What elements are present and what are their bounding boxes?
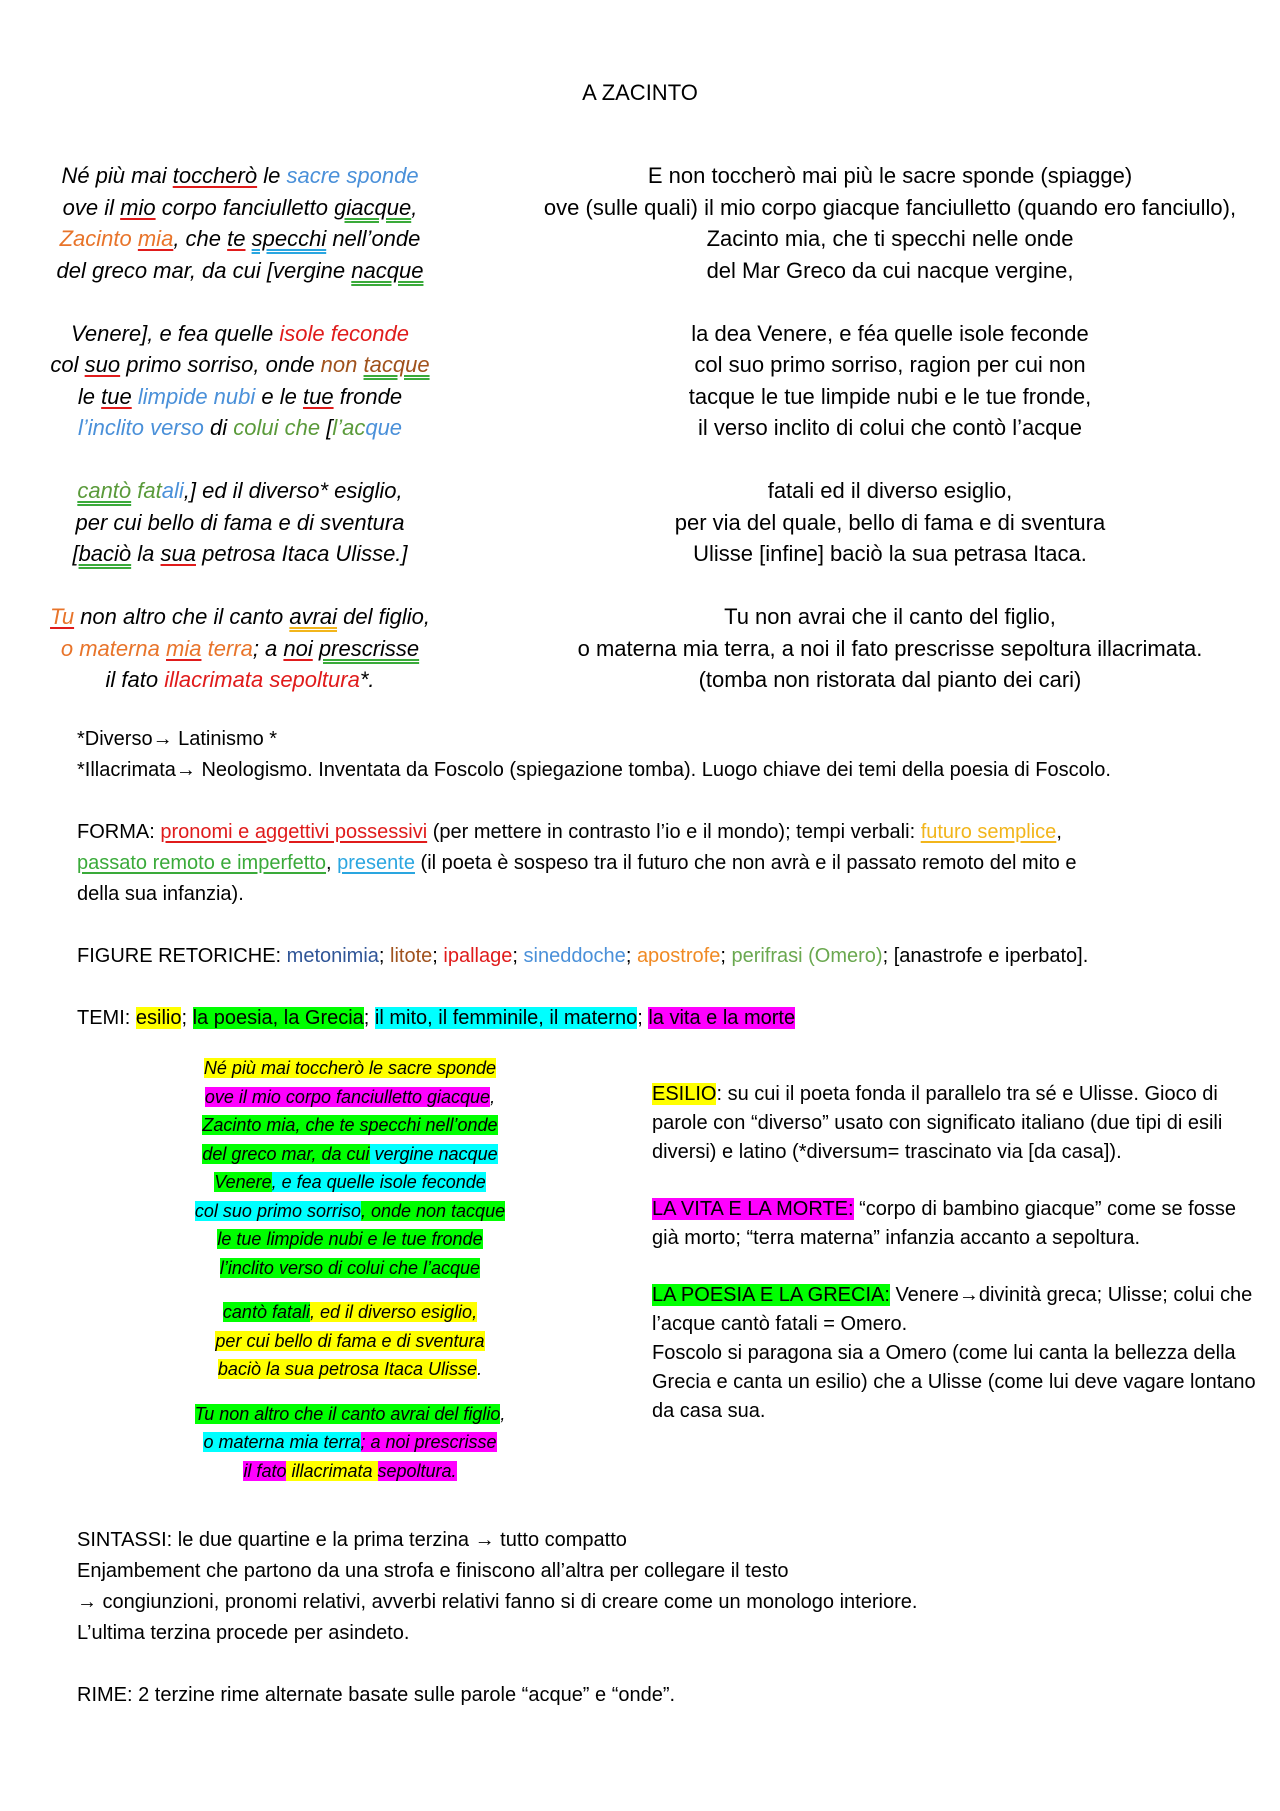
- poem-line: Venere, e fea quelle isole feconde: [214, 1172, 486, 1192]
- paraphrase-line: o materna mia terra, a noi il fato prescrisse sepoltura illacrimata.: [577, 635, 1203, 661]
- poem-line: Tu non altro che il canto avrai del figlio,: [194, 1403, 506, 1424]
- paraphrase-line: Tu non avrai che il canto del figlio,: [724, 604, 1056, 629]
- poem-line: il fato illacrimata sepoltura*.: [105, 667, 375, 692]
- poem-line: l’inclito verso di colui che [l’acque: [77, 415, 403, 440]
- paraphrase-line: E non toccherò mai più le sacre sponde (spiagge): [647, 163, 1133, 188]
- paraphrase-line: per via del quale, bello di fama e di sventura: [674, 509, 1106, 535]
- paraphrase-line: col suo primo sorriso, ragion per cui non: [694, 352, 1086, 377]
- poem-line: o materna mia terra; a noi prescrisse: [60, 635, 420, 661]
- paraphrase-line: Ulisse [infine] baciò la sua petrasa Itaca.: [693, 541, 1087, 566]
- poem-line: l’inclito verso di colui che l’acque: [219, 1257, 481, 1278]
- poem-line: il fato illacrimata sepoltura.: [243, 1460, 457, 1481]
- poem-line: Zacinto mia, che te specchi nell’onde: [59, 226, 421, 251]
- poem-line: Tu non altro che il canto avrai del figlio,: [50, 604, 430, 629]
- themes-notes: [652, 1080, 1262, 1426]
- figure-retoriche: FIGURE RETORICHE: metonimia; litote; ipallage; sineddoche; apostrofe; perifrasi (Omero); [anastrofe e iperbato].: [77, 945, 1089, 967]
- poem-line: Zacinto mia, che te specchi nell’onde: [202, 1115, 498, 1135]
- sintassi-section: SINTASSI: le due quartine e la prima terzina → tutto compatto Enjambement che partono da una strofa e finiscono all’altra per collegare il testo → congiunzioni, pronomi relativi, avverbi relativi fanno si di creare come un monologo interiore. L’ultima terzina procede per asindeto. RIME: 2 terzine rime alternate basate sulle parole “acque” e “onde”.: [77, 1525, 1257, 1711]
- paraphrase-line: fatali ed il diverso esiglio,: [767, 478, 1013, 503]
- note-vita-morte: LA VITA E LA MORTE: “corpo di bambino giacque” come se fosse già morto; “terra materna” infanzia accanto a sepoltura.: [652, 1198, 1236, 1249]
- note-esilio: ESILIO: su cui il poeta fonda il parallelo tra sé e Ulisse. Gioco di parole con “diverso” usato con significato italiano (due tipi di esili diversi) e latino (*diversum= trascinato via [da casa]).: [652, 1083, 1223, 1163]
- paraphrase-line: Zacinto mia, che ti specchi nelle onde: [706, 226, 1074, 251]
- poem-line: Né più mai toccherò le sacre sponde: [61, 163, 419, 188]
- poem-line: cantò fatali,] ed il diverso* esiglio,: [77, 478, 403, 503]
- note-foscolo: Foscolo si paragona sia a Omero (come lui canta la bellezza della Grecia e canta un esilio) che a Ulisse (come lui deve vagare lontano da casa sua.: [652, 1342, 1256, 1422]
- note-poesia-grecia: LA POESIA E LA GRECIA: Venere→divinità greca; Ulisse; colui che l’acque cantò fatali = Omero.: [652, 1284, 1253, 1335]
- poem-line: col suo primo sorriso, onde non tacque: [50, 352, 430, 377]
- poem-line: le tue limpide nubi e le tue fronde: [217, 1229, 483, 1249]
- poem-line: del greco mar, da cui vergine nacque: [202, 1143, 498, 1164]
- note-diverso: *Diverso→ Latinismo *: [77, 728, 278, 750]
- paraphrase-line: ove (sulle quali) il mio corpo giacque fanciulletto (quando ero fanciullo),: [543, 194, 1237, 220]
- poem-line: col suo primo sorriso, onde non tacque: [194, 1200, 506, 1221]
- poem-line: per cui bello di fama e di sventura: [215, 1330, 485, 1351]
- poem-line: per cui bello di fama e di sventura: [75, 509, 405, 535]
- page-title: A ZACINTO: [582, 80, 698, 105]
- poem-line: cantò fatali, ed il diverso esiglio,: [222, 1302, 478, 1322]
- poem-line: le tue limpide nubi e le tue fronde: [77, 383, 403, 409]
- paraphrase-line: tacque le tue limpide nubi e le tue fronde,: [688, 383, 1092, 409]
- forma-paragraph: FORMA: pronomi e aggettivi possessivi (per mettere in contrasto l’io e il mondo); tempi verbali: futuro semplice, passato remoto e imperfetto, presente (il poeta è sospeso tra il futuro che non avrà e il passato remoto del mito e della sua infanzia).: [77, 821, 1077, 905]
- poem-line: baciò la sua petrosa Itaca Ulisse.: [217, 1359, 483, 1379]
- poem-line: del greco mar, da cui [vergine nacque: [56, 257, 424, 283]
- temi-line: TEMI: esilio; la poesia, la Grecia; il mito, il femminile, il materno; la vita e la morte: [77, 1007, 796, 1029]
- highlighted-poem: [140, 1054, 560, 1485]
- paraphrase-line: il verso inclito di colui che contò l’acque: [698, 415, 1082, 440]
- poem-line: ove il mio corpo fanciulletto giacque,: [62, 194, 418, 220]
- poem-line: ove il mio corpo fanciulletto giacque,: [204, 1086, 496, 1107]
- poem-original: [40, 160, 440, 696]
- poem-line: [baciò la sua petrosa Itaca Ulisse.]: [72, 541, 408, 566]
- paraphrase-line: la dea Venere, e féa quelle isole feconde: [691, 320, 1089, 346]
- poem-line: Venere], e fea quelle isole feconde: [71, 320, 409, 346]
- poem-paraphrase: [500, 160, 1280, 696]
- paraphrase-line: (tomba non ristorata dal pianto dei cari): [698, 667, 1082, 692]
- notes-section: [77, 724, 1257, 1034]
- poem-line: Né più mai toccherò le sacre sponde: [203, 1058, 497, 1078]
- poem-line: o materna mia terra; a noi prescrisse: [203, 1432, 497, 1452]
- paraphrase-line: del Mar Greco da cui nacque vergine,: [706, 257, 1074, 283]
- note-illacrimata: *Illacrimata→ Neologismo. Inventata da Foscolo (spiegazione tomba). Luogo chiave dei temi della poesia di Foscolo.: [77, 759, 1111, 781]
- rime-line: RIME: 2 terzine rime alternate basate sulle parole “acque” e “onde”.: [77, 1684, 676, 1706]
